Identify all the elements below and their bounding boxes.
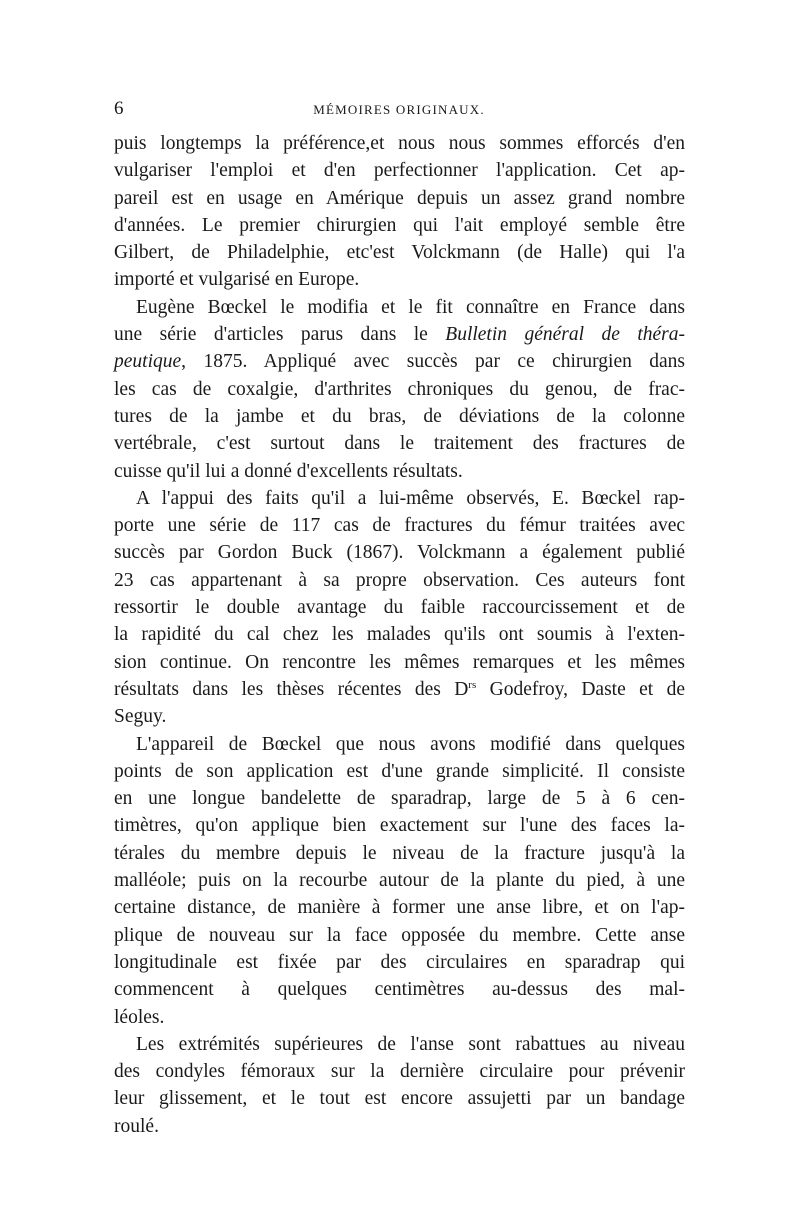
text-line: leur glissement, et le tout est encore assujetti par un bandage [114, 1088, 685, 1110]
text-line: cuisse qu'il lui a donné d'excellents résultats. [114, 460, 463, 482]
text-line [114, 676, 685, 703]
running-header [114, 98, 684, 124]
text-line: Seguy. [114, 706, 167, 728]
text-line [114, 348, 685, 375]
text-line: Gilbert, de Philadelphie, etc'est Volckmann (de Halle) qui l'a [114, 242, 685, 264]
text-line: 23 cas appartenant à sa propre observation. Ces auteurs font [114, 569, 685, 591]
page-number: 6 [114, 98, 124, 119]
text-line: roulé. [114, 1115, 159, 1137]
text-fragment: résultats dans les thèses récentes des D [114, 678, 469, 700]
text-body [114, 130, 685, 1140]
text-line: A l'appui des faits qu'il a lui-même observés, E. Bœckel rap- [136, 487, 685, 509]
text-line: timètres, qu'on applique bien exactement sur l'une des faces la- [114, 815, 685, 837]
text-line: malléole; puis on la recourbe autour de la plante du pied, à une [114, 870, 685, 892]
text-line: longitudinale est fixée par des circulaires en sparadrap qui [114, 951, 685, 973]
text-line: la rapidité du cal chez les malades qu'ils ont soumis à l'exten- [114, 624, 685, 646]
text-line: certaine distance, de manière à former une anse libre, et on l'ap- [114, 897, 685, 919]
text-line: points de son application est d'une grande simplicité. Il consiste [114, 760, 685, 782]
superscript: rs [468, 678, 477, 691]
journal-title-cont: peutique [114, 351, 182, 373]
text-line: tures de la jambe et du bras, de déviations de la colonne [114, 405, 685, 427]
text-line: léoles. [114, 1006, 165, 1028]
text-line: vulgariser l'emploi et d'en perfectionner l'application. Cet ap- [114, 160, 685, 182]
paragraph-2 [114, 294, 685, 485]
text-line: d'années. Le premier chirurgien qui l'ait employé semble être [114, 214, 685, 236]
text-line: Les extrémités supérieures de l'anse sont rabattues au niveau [136, 1033, 685, 1055]
text-line: porte une série de 117 cas de fractures du fémur traitées avec [114, 515, 685, 537]
paragraph-1 [114, 130, 685, 294]
text-line: sion continue. On rencontre les mêmes remarques et les mêmes [114, 651, 685, 673]
text-line: vertébrale, c'est surtout dans le traitement des fractures de [114, 433, 685, 455]
paragraph-3 [114, 485, 685, 731]
text-fragment: , 1875. Appliqué avec succès par ce chirurgien dans [181, 351, 685, 373]
text-line: importé et vulgarisé en Europe. [114, 269, 360, 291]
text-line [114, 321, 685, 348]
text-line: des condyles fémoraux sur la dernière circulaire pour prévenir [114, 1061, 685, 1083]
text-line: pareil est en usage en Amérique depuis un assez grand nombre [114, 187, 685, 209]
text-line: succès par Gordon Buck (1867). Volckmann a également publié [114, 542, 685, 564]
text-line: en une longue bandelette de sparadrap, large de 5 à 6 cen- [114, 788, 685, 810]
text-line: commencent à quelques centimètres au-dessus des mal- [114, 979, 685, 1001]
text-fragment: Godefroy, Daste et de [476, 678, 685, 700]
text-line: ressortir le double avantage du faible raccourcissement et de [114, 597, 685, 619]
journal-title: Bulletin général de théra- [445, 324, 685, 346]
paragraph-5 [114, 1031, 685, 1140]
text-line: L'appareil de Bœckel que nous avons modifié dans quelques [136, 733, 685, 755]
header-title: MÉMOIRES ORIGINAUX. [313, 102, 485, 117]
text-line: puis longtemps la préférence,et nous nous sommes efforcés d'en [114, 133, 685, 154]
text-line: térales du membre depuis le niveau de la fracture jusqu'à la [114, 842, 685, 864]
text-line: les cas de coxalgie, d'arthrites chroniques du genou, de frac- [114, 378, 685, 400]
text-fragment: une série d'articles parus dans le [114, 324, 446, 346]
text-line: plique de nouveau sur la face opposée du membre. Cette anse [114, 924, 685, 946]
text-line: Eugène Bœckel le modifia et le fit connaître en France dans [136, 296, 685, 318]
paragraph-4 [114, 731, 685, 1031]
